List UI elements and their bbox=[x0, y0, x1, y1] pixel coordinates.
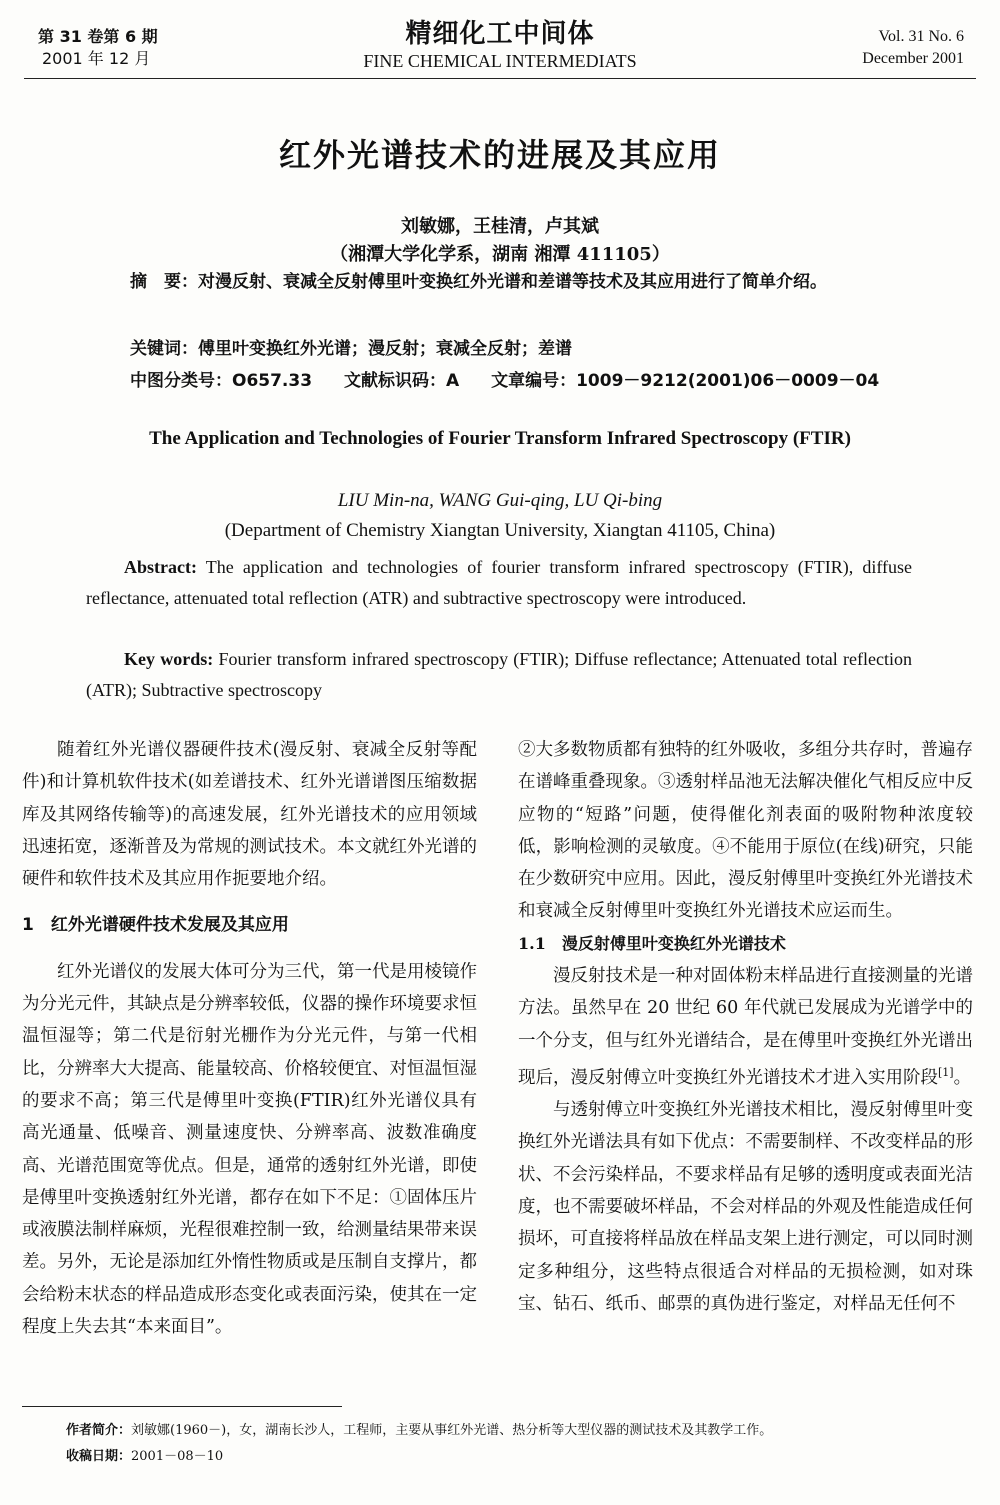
body-paragraph-diffuse bbox=[518, 960, 973, 1094]
paragraph-text: 漫反射技术是一种对固体粉末样品进行直接测量的光谱方法。虽然早在 20 世纪 60 年代就已发展成为光谱学中的一个分支，但与红外光谱结合，是在傅里叶变换红外光谱出现后，漫反射傅立叶变换红外光谱技术才进入实用阶段 bbox=[518, 966, 973, 1088]
journal-title-en: FINE CHEMICAL INTERMEDIATS bbox=[363, 51, 637, 71]
received-date bbox=[66, 1446, 223, 1468]
body-paragraph: 红外光谱仪的发展大体可分为三代，第一代是用棱镜作为分光元件，其缺点是分辨率较低，仪器的操作环境要求恒温恒湿等；第二代是衍射光栅作为分光元件，与第一代相比，分辨率大大提高、能量较高、价格较便宜、对恒温恒湿的要求不高；第三代是傅里叶变换(FTIR)红外光谱仪具有高光通量、低噪音、测量速度快、分辨率高、波数准确度高、光谱范围宽等优点。但是，通常的透射红外光谱，即使是傅里叶变换透射红外光谱，都存在如下不足：①固体压片或液膜法制样麻烦，光程很难控制一致，给测量结果带来误差。另外，无论是添加红外惰性物质或是压制自支撑片，都会给粉末状态的样品造成形态变化或表面污染，使其在一定程度上失去其“本来面目”。 bbox=[22, 961, 477, 1338]
classification bbox=[130, 366, 905, 391]
body-paragraph-advantages: 与透射傅立叶变换红外光谱技术相比，漫反射傅里叶变换红外光谱法具有如下优点：不需要制样、不改变样品的形状、不会污染样品，不要求样品有足够的透明度或表面光洁度，也不需要破坏样品，不会对样品的外观及性能造成任何损坏，可直接将样品放在样品支架上进行测定，可以同时测定多种组分，这些特点很适合对样品的无损检测，如对珠宝、钻石、纸币、邮票的真伪进行鉴定，对样品无任何不 bbox=[518, 1100, 973, 1314]
paragraph-end: 。 bbox=[953, 1067, 972, 1088]
article-title-en: The Application and Technologies of Fourier Transform Infrared Spectroscopy (FTIR) bbox=[149, 428, 851, 449]
abstract-cn bbox=[86, 266, 916, 298]
keywords-cn-label: 关键词： bbox=[130, 339, 198, 359]
affiliation-en: (Department of Chemistry Xiangtan University, Xiangtan 41105, China) bbox=[224, 520, 776, 541]
abstract-en bbox=[86, 552, 912, 614]
article-title-cn: 红外光谱技术的进展及其应用 bbox=[278, 136, 721, 174]
received-date-label: 收稿日期： bbox=[66, 1449, 132, 1464]
document-code: 文献标识码：A bbox=[343, 371, 460, 391]
abstract-en-label: Abstract: bbox=[124, 557, 197, 577]
journal-title-cn: 精细化工中间体 bbox=[405, 19, 595, 49]
abstract-cn-label: 摘 要： bbox=[130, 272, 198, 292]
issue-info bbox=[38, 26, 158, 70]
author-bio bbox=[66, 1420, 772, 1442]
citation-ref: [1] bbox=[938, 1065, 954, 1079]
keywords-cn bbox=[130, 334, 572, 359]
authors-cn: 刘敏娜，王桂清，卢其斌 bbox=[401, 216, 599, 237]
article-number: 文章编号：1009－9212(2001)06－0009－04 bbox=[491, 371, 880, 391]
keywords-en bbox=[86, 644, 912, 706]
received-date-text: 2001－08－10 bbox=[131, 1449, 224, 1464]
section-heading-1: 1 红外光谱硬件技术发展及其应用 bbox=[22, 915, 289, 936]
section-heading-1-1: 1.1 漫反射傅里叶变换红外光谱技术 bbox=[518, 933, 786, 953]
header-rule bbox=[24, 78, 976, 79]
affiliation-cn: （湘潭大学化学系，湖南 湘潭 411105） bbox=[330, 244, 670, 265]
body-column-left bbox=[22, 734, 477, 1343]
issue-date: 2001 年 12 月 bbox=[42, 49, 151, 68]
authors-en: LIU Min-na, WANG Gui-qing, LU Qi-bing bbox=[337, 490, 663, 511]
intro-paragraph: 随着红外光谱仪器硬件技术(漫反射、衰减全反射等配件)和计算机软件技术(如差谱技术、红外光谱谱图压缩数据库及其网络传输等)的高速发展，红外光谱技术的应用领域迅速拓宽，逐渐普及为常规的测试技术。本文就红外光谱的硬件和软件技术及其应用作扼要地介绍。 bbox=[22, 740, 477, 890]
keywords-cn-text: 傅里叶变换红外光谱；漫反射；衰减全反射；差谱 bbox=[198, 339, 572, 359]
volume-issue: 第 31 卷第 6 期 bbox=[38, 27, 158, 46]
keywords-en-text: Fourier transform infrared spectroscopy (FTIR); Diffuse reflectance; Attenuated total reflection (ATR); Subtractive spectroscopy bbox=[86, 649, 912, 700]
volume-issue-en: Vol. 31 No. 6 bbox=[878, 28, 964, 45]
journal-title bbox=[300, 18, 700, 72]
keywords-en-label: Key words: bbox=[124, 649, 214, 669]
issue-info-en bbox=[862, 26, 964, 70]
issue-date-en: December 2001 bbox=[862, 50, 964, 67]
author-bio-text: 刘敏娜(1960－)，女，湖南长沙人，工程师，主要从事红外光谱、热分析等大型仪器的测试技术及其教学工作。 bbox=[131, 1423, 773, 1438]
author-bio-label: 作者简介： bbox=[66, 1423, 132, 1438]
body-column-right bbox=[518, 734, 973, 1320]
body-paragraph-continued: ②大多数物质都有独特的红外吸收，多组分共存时，普遍存在谱峰重叠现象。③透射样品池无法解决催化气相反应中反应物的“短路”问题，使得催化剂表面的吸附物种浓度较低，影响检测的灵敏度。④不能用于原位(在线)研究，只能在少数研究中应用。因此，漫反射傅里叶变换红外光谱技术和衰减全反射傅里叶变换红外光谱技术应运而生。 bbox=[518, 740, 973, 922]
footnote-rule bbox=[22, 1406, 342, 1407]
abstract-cn-text: 对漫反射、衰减全反射傅里叶变换红外光谱和差谱等技术及其应用进行了简单介绍。 bbox=[198, 272, 827, 292]
abstract-en-text: The application and technologies of fourier transform infrared spectroscopy (FTIR), diffuse reflectance, attenuated total reflection (ATR) and subtractive spectroscopy were introduced. bbox=[86, 557, 912, 608]
clc-number: 中图分类号：O657.33 bbox=[130, 371, 313, 391]
